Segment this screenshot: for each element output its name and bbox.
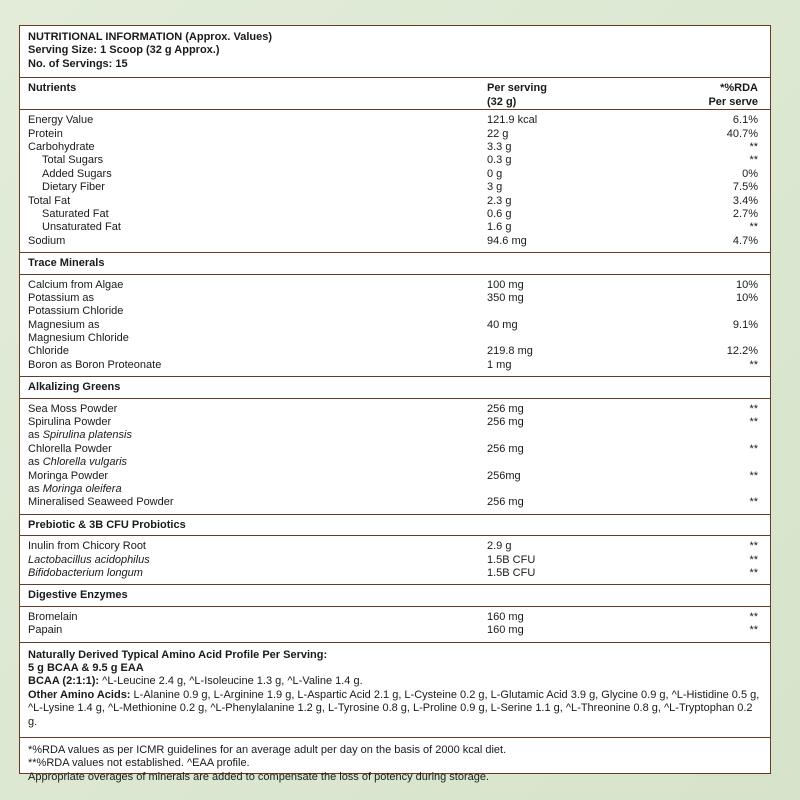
nutrient-value: 100 mg xyxy=(487,278,524,291)
nutrient-name: Magnesium as xyxy=(28,318,100,331)
nutrient-name: Sea Moss Powder xyxy=(28,402,118,415)
table-row xyxy=(20,443,770,456)
nutrient-rda: 9.1% xyxy=(732,318,758,331)
nutrient-rda: 3.4% xyxy=(732,194,758,207)
digestive-enzymes-title: Digestive Enzymes xyxy=(20,585,770,606)
amino-title: Naturally Derived Typical Amino Acid Profile Per Serving: xyxy=(28,648,328,661)
nutrient-rda: 40.7% xyxy=(726,127,758,140)
footnotes xyxy=(20,738,770,790)
per-serve-label: Per serve xyxy=(708,95,758,108)
nutrient-name: Calcium from Algae xyxy=(28,278,124,291)
nutrient-value: 256 mg xyxy=(487,442,524,455)
nutrient-value: 40 mg xyxy=(487,318,518,331)
nutrient-rda: 10% xyxy=(735,278,758,291)
table-row xyxy=(20,195,770,208)
nutrient-name: Boron as Boron Proteonate xyxy=(28,358,162,371)
table-row xyxy=(20,114,770,127)
nutrient-rda: ** xyxy=(749,221,758,234)
nutrient-value: 3 g xyxy=(487,181,503,194)
nutrient-value: 256 mg xyxy=(487,496,524,509)
nutrient-value: 0.3 g xyxy=(487,154,512,167)
nutrient-rda: ** xyxy=(749,540,758,553)
source-prefix: as xyxy=(28,456,40,469)
nutrient-value: 219.8 mg xyxy=(487,345,533,358)
table-row xyxy=(20,496,770,509)
nutrient-value: 350 mg xyxy=(487,291,524,304)
nutrient-name: Saturated Fat xyxy=(42,207,109,220)
nutrient-value: 1.5B CFU xyxy=(487,566,536,579)
nutrient-value: 1.6 g xyxy=(487,221,512,234)
nutrient-name: Added Sugars xyxy=(42,167,112,180)
nutrient-rda: 10% xyxy=(735,291,758,304)
footnote-rda: *%RDA values as per ICMR guidelines for an average adult per day on the basis of 2000 kcal diet. xyxy=(28,744,507,756)
nutrition-title: NUTRITIONAL INFORMATION (Approx. Values) xyxy=(28,31,273,43)
nutrient-name: Bifidobacterium longum xyxy=(28,566,143,579)
table-row xyxy=(20,141,770,154)
nutrient-rda: ** xyxy=(749,402,758,415)
nutrient-rda: ** xyxy=(749,553,758,566)
nutrients-section xyxy=(20,110,770,253)
nutrient-value: 256mg xyxy=(487,469,521,482)
nutrient-rda: 4.7% xyxy=(732,234,758,247)
probiotics-section xyxy=(20,536,770,585)
nutrient-name xyxy=(28,483,122,496)
nutrient-name: Chlorella Powder xyxy=(28,442,112,455)
nutrient-name: Total Sugars xyxy=(42,154,104,167)
source-prefix: as xyxy=(28,429,40,442)
table-row xyxy=(20,181,770,194)
table-row xyxy=(20,403,770,416)
per-serving-header xyxy=(487,82,547,109)
nutrient-value: 1.5B CFU xyxy=(487,553,536,566)
nutrient-name: Dietary Fiber xyxy=(42,181,105,194)
nutrient-rda: ** xyxy=(749,154,758,167)
bcaa-text: ^L-Leucine 2.4 g, ^L-Isoleucine 1.3 g, ^L-Valine 1.4 g. xyxy=(102,675,363,688)
nutrient-name: Total Fat xyxy=(28,194,71,207)
nutrient-rda: ** xyxy=(749,442,758,455)
rda-header xyxy=(708,82,758,109)
trace-minerals-title: Trace Minerals xyxy=(20,253,770,274)
table-row xyxy=(20,345,770,358)
table-row xyxy=(20,319,770,332)
footnote-overages: Appropriate overages of minerals are added to compensate the loss of potency during storage. xyxy=(28,770,490,783)
nutrient-value: 2.3 g xyxy=(487,194,512,207)
table-row xyxy=(20,128,770,141)
nutrient-rda: ** xyxy=(749,624,758,637)
nutrient-rda: ** xyxy=(749,141,758,153)
nutrient-rda: ** xyxy=(749,566,758,579)
nutrient-name: Potassium as xyxy=(28,291,95,304)
table-row xyxy=(20,611,770,624)
other-amino-text: L-Alanine 0.9 g, L-Arginine 1.9 g, L-Aspartic Acid 2.1 g, L-Cysteine 0.2 g, L-Glutamic Acid 3.9 g, Glycine 0.9 g, ^L-Histidine 0.5 g, ^L-Lysine 1.4 g, ^L-Methionine 0.2 g, ^L-Phenylalanine 1.2 g, L-Tyrosine 0.8 g, L-Proline 0.9 g, L-Serine 1.1 g, ^L-Threonine 0.8 g, ^L-Tryptophan 0.2 g. xyxy=(28,688,760,728)
nutrient-value: 3.3 g xyxy=(487,141,512,153)
nutrient-name: Magnesium Chloride xyxy=(28,332,129,345)
nutrient-name xyxy=(28,456,127,469)
serving-weight-label: (32 g) xyxy=(487,95,517,108)
servings-count: No. of Servings: 15 xyxy=(28,57,128,70)
nutrient-name: Chloride xyxy=(28,345,69,358)
nutrient-name: Sodium xyxy=(28,234,66,247)
table-row xyxy=(20,292,770,305)
trace-minerals-section xyxy=(20,275,770,378)
nutrient-rda: 2.7% xyxy=(732,207,758,220)
footnote-not-established: **%RDA values not established. ^EAA profile. xyxy=(28,757,250,770)
rda-label: *%RDA xyxy=(720,82,758,95)
amino-acid-profile xyxy=(20,643,770,738)
nutrient-value: 94.6 mg xyxy=(487,234,527,247)
nutrient-rda: ** xyxy=(749,469,758,482)
amino-subtitle: 5 g BCAA & 9.5 g EAA xyxy=(28,661,144,674)
other-amino-label: Other Amino Acids: xyxy=(28,688,131,701)
table-row xyxy=(20,359,770,372)
table-row xyxy=(20,235,770,248)
nutrient-rda: 6.1% xyxy=(732,114,758,127)
source-prefix: as xyxy=(28,483,40,496)
nutrient-name xyxy=(28,429,132,442)
table-row xyxy=(20,429,770,442)
nutrient-name: Papain xyxy=(28,624,63,637)
bcaa-label: BCAA (2:1:1): xyxy=(28,675,100,688)
nutrient-rda: 7.5% xyxy=(732,181,758,194)
table-row xyxy=(20,208,770,221)
other-amino-line xyxy=(28,689,762,729)
nutrient-name: Energy Value xyxy=(28,114,94,127)
nutrient-name: Protein xyxy=(28,127,63,140)
nutrient-name: Inulin from Chicory Root xyxy=(28,540,146,553)
table-row xyxy=(20,540,770,553)
table-row xyxy=(20,624,770,637)
nutrient-value: 1 mg xyxy=(487,358,512,371)
nutrient-value: 160 mg xyxy=(487,610,524,623)
nutrient-rda: 0% xyxy=(742,167,758,180)
per-serving-label: Per serving xyxy=(487,82,547,95)
table-row xyxy=(20,470,770,483)
probiotics-title: Prebiotic & 3B CFU Probiotics xyxy=(20,515,770,536)
nutrient-rda: ** xyxy=(749,496,758,509)
alkalizing-greens-section xyxy=(20,399,770,515)
nutrient-name: Mineralised Seaweed Powder xyxy=(28,496,174,509)
panel-header xyxy=(20,26,770,78)
table-row xyxy=(20,168,770,181)
nutrient-value: 22 g xyxy=(487,127,509,140)
digestive-enzymes-section xyxy=(20,607,770,643)
nutrient-value: 2.9 g xyxy=(487,540,512,553)
nutrient-value: 160 mg xyxy=(487,624,524,637)
nutrient-rda: 12.2% xyxy=(726,345,758,358)
nutrient-rda: ** xyxy=(749,610,758,623)
species-name: Moringa oleifera xyxy=(42,483,122,496)
nutrient-name: Moringa Powder xyxy=(28,469,109,482)
table-row xyxy=(20,567,770,580)
serving-size: Serving Size: 1 Scoop (32 g Approx.) xyxy=(28,44,220,57)
table-row xyxy=(20,305,770,318)
table-row xyxy=(20,221,770,234)
species-name: Chlorella vulgaris xyxy=(42,456,128,469)
nutrient-name: Potassium Chloride xyxy=(28,305,124,318)
table-row xyxy=(20,332,770,345)
column-headers xyxy=(20,78,770,110)
nutrient-name: Lactobacillus acidophilus xyxy=(28,553,150,566)
nutrient-name: Bromelain xyxy=(28,610,78,623)
table-row xyxy=(20,554,770,567)
alkalizing-greens-title: Alkalizing Greens xyxy=(20,377,770,398)
nutrient-rda: ** xyxy=(749,416,758,429)
nutrition-panel xyxy=(19,25,771,783)
table-row xyxy=(20,456,770,469)
table-row xyxy=(20,154,770,167)
bcaa-line xyxy=(28,675,762,688)
nutrient-value: 256 mg xyxy=(487,416,524,429)
nutrient-rda: ** xyxy=(749,358,758,371)
nutrient-value: 0.6 g xyxy=(487,207,512,220)
table-row xyxy=(20,416,770,429)
nutrient-value: 256 mg xyxy=(487,402,524,415)
nutrient-name: Carbohydrate xyxy=(28,141,95,153)
nutrient-value: 121.9 kcal xyxy=(487,114,538,127)
nutrient-value: 0 g xyxy=(487,167,503,180)
table-row xyxy=(20,483,770,496)
nutrient-name: Spirulina Powder xyxy=(28,416,112,429)
species-name: Spirulina platensis xyxy=(42,429,132,442)
nutrient-name: Unsaturated Fat xyxy=(42,221,121,234)
nutrients-header: Nutrients xyxy=(28,82,77,95)
table-row xyxy=(20,279,770,292)
